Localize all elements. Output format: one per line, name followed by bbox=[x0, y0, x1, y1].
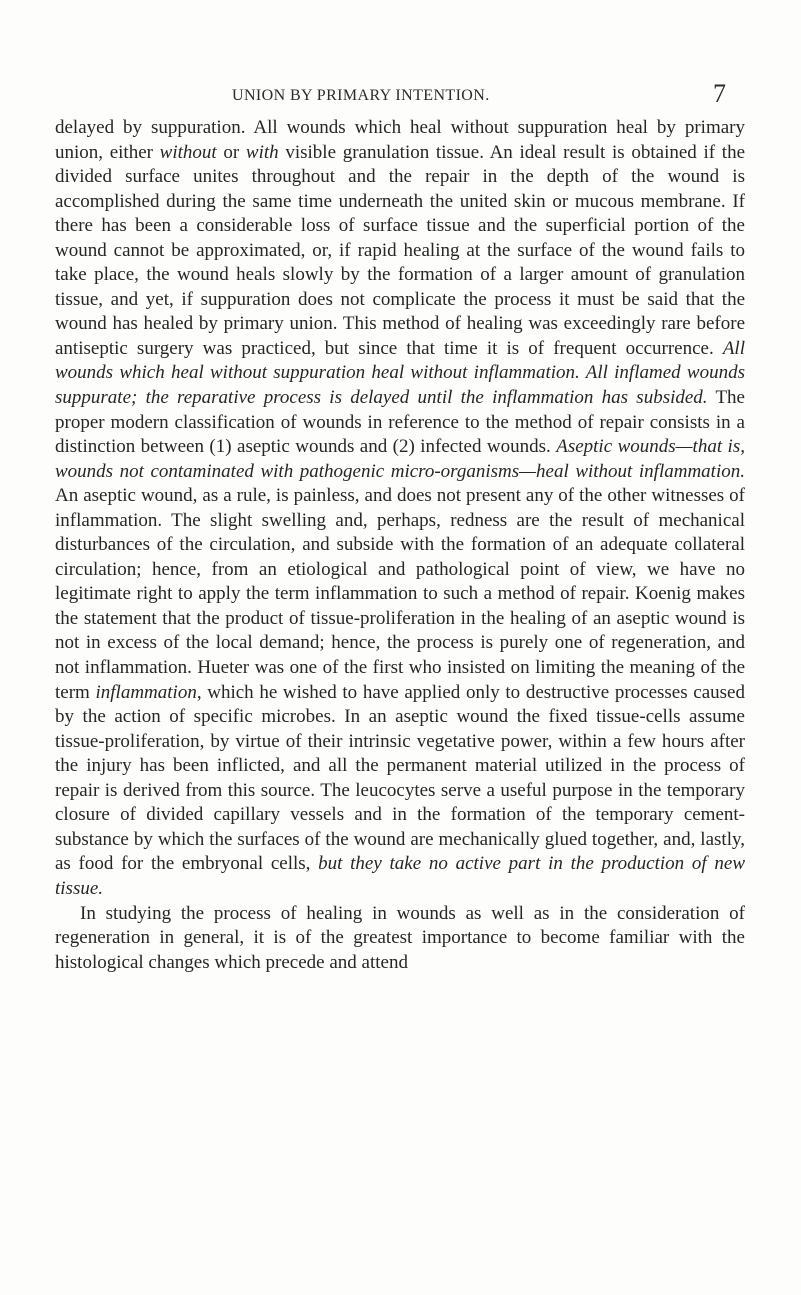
text-run: An aseptic wound, as a rule, is painless, and does not present any of the other witnesses of inflammation. The slight swelling and, perhaps, redness are the result of mechanical disturbances of the circulation, and subside with the formation of an adequate collateral circulation; hence, from an etiological and pathological point of view, we have no legitimate right to apply the term inflammation to such a method of repair. Koenig makes the statement that the product of tissue-proliferation in the healing of an aseptic wound is not in excess of the local demand; hence, the process is purely one of regeneration, and not inflammation. Hueter was one of the first who insisted on limiting the meaning of the term bbox=[55, 485, 745, 703]
emphasis-aseptic-definition: Aseptic wounds—that is, wounds not contaminated with pathogenic micro-organisms—heal without inflammation. bbox=[55, 436, 745, 482]
body-text bbox=[55, 116, 745, 975]
emphasis-with: with bbox=[245, 141, 279, 163]
text-run: or bbox=[216, 141, 246, 163]
emphasis-leucocytes: but they take no active part in the production of new tissue. bbox=[55, 853, 745, 899]
text-run: delayed by suppuration. All wounds which heal without suppuration heal by primary union, either bbox=[55, 117, 745, 163]
text-run: visible granulation tissue. An ideal result is obtained if the divided surface unites throughout and the repair in the depth of the wound is accomplished during the same time underneath the united skin or mucous membrane. If there has been a considerable loss of surface tissue and the superficial portion of the wound cannot be approximated, or, if rapid healing at the surface of the wound fails to take place, the wound heals slowly by the formation of a larger amount of granulation tissue, and yet, if suppuration does not complicate the process it must be said that the wound has healed by primary union. This method of healing was exceedingly rare before antiseptic surgery was practiced, but since that time it is of frequent occurrence. bbox=[55, 141, 746, 359]
emphasis-inflammation: inflammation bbox=[95, 681, 197, 703]
emphasis-principle: All wounds which heal without suppuration heal without inflammation. All inflamed wounds suppurate; the reparative process is delayed until the inflammation has subsided. bbox=[55, 337, 745, 409]
running-head: UNION BY PRIMARY INTENTION. bbox=[232, 87, 490, 104]
paragraph-1 bbox=[55, 116, 745, 902]
paragraph-2: In studying the process of healing in wounds as well as in the consideration of regeneration in general, it is of the greatest importance to become familiar with the histological changes which precede and attend bbox=[55, 902, 745, 973]
page-number: 7 bbox=[713, 79, 726, 108]
page-header bbox=[0, 74, 801, 114]
emphasis-without: without bbox=[159, 141, 217, 163]
text-run: The proper modern classification of wounds in reference to the method of repair consists in a distinction between (1) aseptic wounds and (2) infected wounds. bbox=[55, 387, 745, 458]
text-run: , which he wished to have applied only to destructive processes caused by the action of specific microbes. In an aseptic wound the fixed tissue-cells assume tissue-proliferation, by virtue of their intrinsic vegetative power, within a few hours after the injury has been inflicted, and all the permanent material utilized in the process of repair is derived from this source. The leucocytes serve a useful purpose in the temporary closure of divided capillary vessels and in the formation of the temporary cement-substance by which the surfaces of the wound are mechanically glued together, and, lastly, as food for the embryonal cells, bbox=[55, 681, 745, 875]
